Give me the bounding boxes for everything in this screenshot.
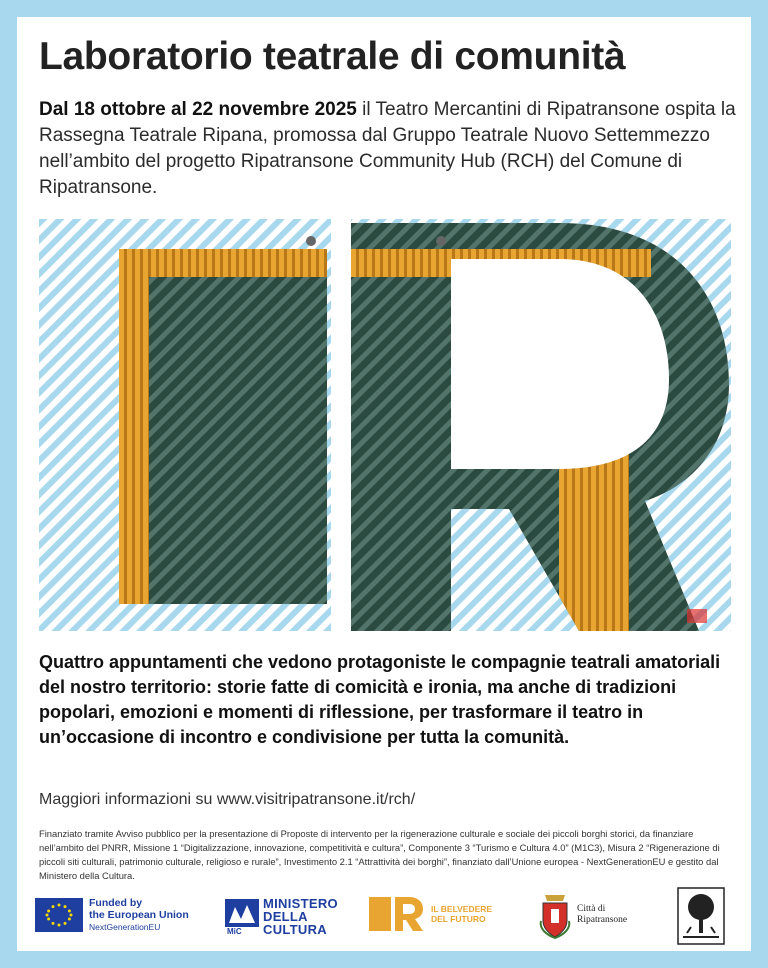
eu-line2: the European Union	[89, 909, 189, 921]
more-info-link[interactable]: Maggiori informazioni su www.visitripatransone.it/rch/	[39, 791, 416, 808]
mic-mark: MiC	[227, 926, 242, 935]
tree-logo	[677, 887, 725, 945]
intro-text: il Teatro Mercantini di Ripatransone ospita la Rassegna Teatrale Ripana, promossa dal Gruppo Teatrale Nuovo Settemmezzo nell’ambito del progetto Ripatransone Community Hub (RCH) del Comune di Ripatransone.	[39, 99, 736, 198]
body-paragraph: Quattro appuntamenti che vedono protagoniste le compagnie teatrali amatoriali del nostro territorio: storie fatte di comicità e ironia, ma anche di tradizioni popolari, emozioni e momenti di riflessione, per trasformare il teatro in un’occasione di incontro e condivisione per tutta la comunità.	[39, 652, 721, 747]
page-title: Laboratorio teatrale di comunità	[39, 35, 626, 78]
eu-flag-icon	[35, 898, 83, 932]
mic-line3: CULTURA	[263, 922, 327, 937]
intro-paragraph	[39, 97, 739, 201]
eu-line1: Funded by	[89, 897, 143, 909]
citta-line2: Ripatransone	[577, 915, 628, 925]
eu-line3: NextGenerationEU	[89, 922, 161, 932]
mic-line1: MINISTERO	[263, 896, 338, 911]
mic-icon	[225, 899, 259, 935]
logo-bar	[17, 887, 751, 949]
poster	[17, 17, 751, 951]
hero-image	[39, 219, 731, 631]
belvedere-line2: DEL FUTURO	[431, 914, 486, 924]
mic-logo	[225, 897, 338, 936]
hero-jr-graphic	[39, 219, 731, 631]
belvedere-jr-icon	[369, 895, 425, 933]
citta-logo	[537, 891, 627, 939]
tree-theater-icon	[677, 887, 725, 945]
letter-j	[39, 219, 331, 631]
intro-dates: Dal 18 ottobre al 22 novembre 2025	[39, 99, 357, 120]
belvedere-line1: IL BELVEDERE	[431, 904, 493, 914]
coat-of-arms-icon	[537, 891, 573, 939]
citta-line1: Città di	[577, 904, 606, 914]
eu-logo	[35, 897, 189, 933]
funding-credit: Finanziato tramite Avviso pubblico per la presentazione di Proposte di intervento per la rigenerazione culturale e sociale dei piccoli borghi storici, da finanziare nell’ambito del PNRR, Missione 1 “Digitalizzazione, innovazione, competitività e cultura”, Componente 3 “Turismo e Cultura 4.0” (M1C3), Misura 2 “Rigenerazione di piccoli siti culturali, patrimonio culturale, religioso e rurale”, Investimento 2.1 “Attrattività dei borghi”, finanziato dall’Unione europea - NextGenerationEU e gestito dal Ministero della Cultura.	[39, 828, 720, 881]
mic-line2: DELLA	[263, 909, 308, 924]
letter-r	[351, 219, 731, 631]
belvedere-logo	[369, 895, 492, 933]
